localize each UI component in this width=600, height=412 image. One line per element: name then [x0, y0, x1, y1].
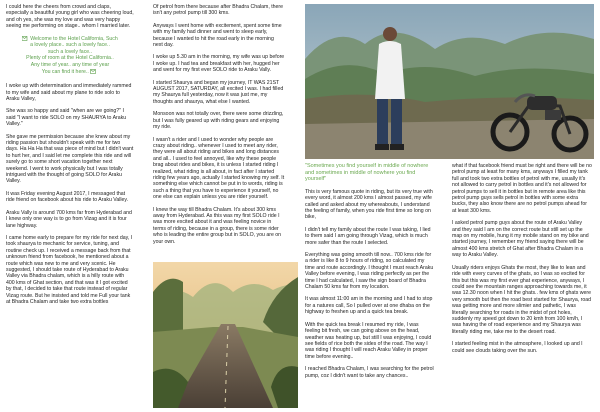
column-2 [153, 4, 285, 251]
paragraph: I didn't tell my family about the route I was taking, I lied to them said I am going through Vizag, which is much more safer than the route I selected. [305, 226, 431, 246]
column-1 [6, 4, 134, 311]
road-photo [153, 262, 298, 408]
music-note-icon [90, 69, 96, 74]
paragraph: Usually riders enjoys Ghats the most, they like to lean and ride with every curves of the ghats, so I was so excited for this but this was my first ever ghat experience, anyways, I could see the mountain ranges approaching towards me, it was 12.30 noon when I hit the ghats.. few kms of ghats were very smooth but then the road best started for Shaurya, road was getting more and more slimier and pathetic, I was literally searching for roads in the midst of pot holes, suddenly my speed got down to 20 kmh from 100 km/h, I was having the of road experience and my Shaurya was literally riding me, take me to the desert road. [452, 264, 591, 335]
paragraph: I asked petrol pump guys about the route of Araku Valley and they said I am on the correct route but still set up the map on my mobile, hung it my mobile stand on my bike and started journey, I remember my friend saying there will be almost 400 kms stretch of Ghat after Bhadra Chalam in a way to Araku Valley. [452, 220, 589, 259]
song-quote [6, 36, 134, 76]
paragraph: I woke up with determination and immediately rammed to my wife and said about my plane to ride solo to Araku Valley, [6, 83, 132, 102]
paragraph: I started Shaurya and began my journey, IT WAS 21ST AUGUST 2017, SATURDAY, all excited I was. I had filled my Shaurya full yesterday, now it was just me, my thoughts and shaurya, what else I wanted. [153, 79, 284, 105]
motorcycle-photo [305, 4, 594, 159]
intro-paragraph: I could here the cheers from crowd and claps, especially a beautiful young girl who was cheering loud, and oh yes, she was my love and was very happy seeing me performing on stage.. whom I married later. [6, 4, 134, 30]
paragraph: Anyways I went home with excitement, spent some time with my family had dinner and went to sleep early, because I wanted to hit the road early in the morning next day. [153, 22, 282, 49]
paragraph: It was Friday evening August 2017, I messaged that ride friend on facebook about his ride to Araku Valley. [6, 190, 129, 204]
paragraph: I came home early to prepare for my ride for next day, I took shaurya to mechanic for service, tuning, and routine check up. I received a message back from that unknown friend from facebook, he mentioned about a route which was new to me and very scenic. He suggested, I should take route of Hyderabad to Araku Valley via Bhadra chalam, which is a hilly route with 400 kms of Ghat section, and that was it I got excited by that, I decided to take that route instead of regular Vizag route. But he insisted and told me Full your tank at Bhadra Chalam and take two extra bottles [6, 234, 133, 305]
paragraph: Of petrol from there because after Bhadra Chalam, there isn't any petrol pump till 300 kms. [153, 4, 284, 17]
paragraph: I reached Bhadra Chalam, I was searching for the petrol pump, coz I didn't want to take any chances.. [305, 366, 434, 379]
paragraph: what if that facebook friend must be right and there will be no petrol pump at least for many kms, anyways I filled my tank full and took two extra bottles of petrol with me, usually it's not allowed to carry petrol in bottles and it's not allowed for petrol pumps to sell it in bottles but in remote area like this petrol pump guys sells petrol in bottles with some extra bucks, they also know there are no petrol pumps ahead for at least 300 kms. [452, 163, 592, 214]
paragraph: Monsoon was not totally over, there were some drizzling, but I was fully geared up with riding gears and enjoying my ride. [153, 111, 284, 131]
quote-line: Plenty of room at the Hotel California.. [26, 55, 114, 62]
quote-line: such a lovely face.. [47, 48, 93, 55]
paragraph: It was almost 11:00 am in the morning and I had to stop for a natures call, So I pulled over at one dhaba on the highway to freshen up and a quick tea break. [305, 296, 433, 316]
paragraph: Everything was going smooth till now.. 700 kms ride for a rider is like 8 to 9 hours of riding, so calculated my time and route accordingly. I thought I must reach Araku Valley before evening, I was riding perfectly as per the time I had calculated, I saw the sign board of Bhadra Chalam 50 kms far from my location. [305, 252, 434, 291]
riding-quote: "Sometimes you find yourself in middle of nowhere and sometimes in middle of nowhere you find yourself" [305, 163, 429, 183]
column-3 [305, 163, 435, 385]
music-note-icon [22, 36, 28, 41]
paragraph: She gave me permission because she knew about my riding passion but shouldn't speak with me for two days. Ha Ha Ha that was piece of mind but I didn't want to hurt her, and I said let me complete this ride and will surely go to some short vacation together next weekend. I went to work physically but I was totally intrigued with the thought of going SOLO for Araku Valley. [6, 133, 134, 185]
paragraph: This is very famous quote in riding, but its very true with every word, it almost 200 kms I almost passed, my wife called and asked about my whereabouts, I understand the feeling of family, when you ride first time so long on bike, [305, 188, 433, 221]
paragraph: With the quick tea break I resumed my ride, I was feeling bit fresh, we can going above on the head, weather was heating up, but still I was enjoying, I could see fields of rice both the sides of the road. The way I was riding I thought I will reach Araku Valley in proper time before evening.. [305, 321, 432, 360]
paragraph: Araku Vally is around 700 kms far from Hyderabad and I knew only one way is to go from Vizag and it is four lane highway. [6, 209, 132, 229]
quote-line: a lovely place.. such a lovely face.. [30, 42, 110, 49]
quote-line: You can find it here.. [6, 69, 134, 76]
quote-line: Welcome to the Hotel California, Such [6, 36, 134, 43]
paragraph: I knew the way till Bhadra Chalam. It's about 300 kms away from Hyderabad. As this was my first SOLO ride I was more excited about it and was feeling novice in terms of riding, because in a group, there is some rider who is leading the entire group but in SOLO, you are on your own. [153, 206, 282, 245]
paragraph: She was so happy and said "when are we going?" I said "I want to ride SOLO on my SHAURYA to Araku Valley." [6, 108, 127, 128]
paragraph: I wasn't a rider and I used to wonder why people are crazy about riding.. whenever I used to meet any rider, they were all about riding and bikes and long distances and all.. I used to feel annoyed, like why these people brag about rides and bikes, it is unless I started riding I realized, what riding is all about, in fact after I started riding few years ago, actually I started knowing my self. It something else which cannot be put in to words, riding is such a thing that you have to experience it yourself, no one else can explain unless you are rider yourself. [153, 136, 285, 201]
paragraph: I started feeling mist in the atmosphere, I looked up and I could see clouds taking over the sun. [452, 341, 583, 354]
quote-line: Any time of year.. any time of year [30, 62, 110, 68]
column-4 [452, 163, 592, 360]
paragraph: I woke up 5.30 am in the morning, my wife was up before I woke up. I had tea and breakfast with her, hugged her and went for my first ever SOLO ride to Araku Vally. [153, 54, 285, 74]
